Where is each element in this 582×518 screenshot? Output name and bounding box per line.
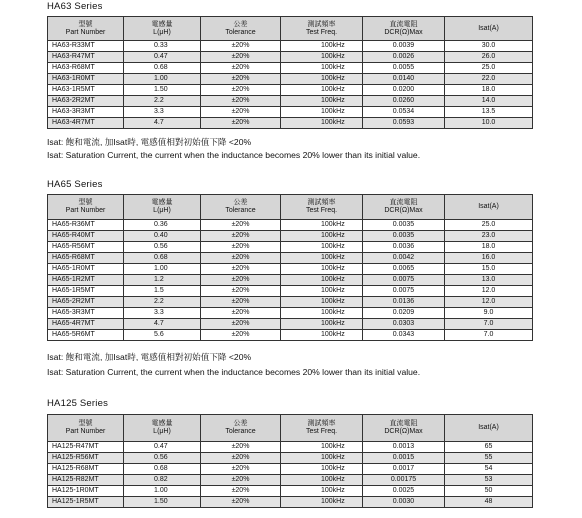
table-cell: 53 (445, 475, 533, 486)
table-cell: 0.0140 (363, 74, 445, 85)
table-cell: 15.0 (445, 264, 533, 275)
table-cell: ±20% (201, 497, 281, 508)
table-cell: ±20% (201, 96, 281, 107)
table-cell: 14.0 (445, 96, 533, 107)
table-cell: HA125-R82MT (48, 475, 124, 486)
table-cell: 100kHz (281, 464, 363, 475)
header-tolerance: 公差 Tolerance (201, 415, 281, 442)
table-body (48, 442, 533, 508)
table-cell: 0.68 (124, 63, 201, 74)
table-cell: 0.0075 (363, 286, 445, 297)
table-cell: 0.0055 (363, 63, 445, 74)
table-cell: 100kHz (281, 442, 363, 453)
table-cell: 0.0013 (363, 442, 445, 453)
table-cell: 54 (445, 464, 533, 475)
table-row (48, 220, 533, 231)
table-cell: HA65-5R6MT (48, 330, 124, 341)
table-cell: HA65-R40MT (48, 231, 124, 242)
table-cell: 100kHz (281, 220, 363, 231)
table-row (48, 464, 533, 475)
table-cell: 22.0 (445, 74, 533, 85)
header-tolerance: 公差 Tolerance (201, 195, 281, 220)
header-inductance: 電感量 L(μH) (124, 415, 201, 442)
table-cell: HA63-R68MT (48, 63, 124, 74)
table-cell: 100kHz (281, 253, 363, 264)
table-cell: 0.0017 (363, 464, 445, 475)
table-cell: 0.33 (124, 41, 201, 52)
table-cell: 9.0 (445, 308, 533, 319)
table-cell: 0.0030 (363, 497, 445, 508)
table-cell: 1.00 (124, 264, 201, 275)
table-row (48, 475, 533, 486)
isat-note-cn: Isat: 飽和電流, 加Isat時, 電感值相對初始值下降 <20% (47, 352, 252, 362)
header-dcr: 直流電阻 DCR(Ω)Max (363, 415, 445, 442)
table-cell: HA125-R56MT (48, 453, 124, 464)
table-cell: ±20% (201, 231, 281, 242)
table-cell: ±20% (201, 264, 281, 275)
header-part-number: 型號 Part Number (48, 17, 124, 41)
table-cell: ±20% (201, 453, 281, 464)
table-cell: ±20% (201, 118, 281, 129)
table-cell: 1.00 (124, 74, 201, 85)
table-cell: 100kHz (281, 231, 363, 242)
table-cell: 7.0 (445, 330, 533, 341)
table-cell: 4.7 (124, 319, 201, 330)
table-cell: ±20% (201, 286, 281, 297)
table-cell: 0.56 (124, 453, 201, 464)
table-cell: 48 (445, 497, 533, 508)
table-cell: HA63-4R7MT (48, 118, 124, 129)
table-cell: 0.82 (124, 475, 201, 486)
table-row (48, 96, 533, 107)
table-cell: ±20% (201, 308, 281, 319)
table-cell: 12.0 (445, 286, 533, 297)
table-cell: ±20% (201, 464, 281, 475)
table-cell: ±20% (201, 52, 281, 63)
table-cell: 13.0 (445, 275, 533, 286)
table-cell: 1.50 (124, 85, 201, 96)
table-cell: 100kHz (281, 308, 363, 319)
table-cell: 0.0035 (363, 220, 445, 231)
table-cell: 5.6 (124, 330, 201, 341)
table-row (48, 497, 533, 508)
table-cell: HA65-4R7MT (48, 319, 124, 330)
header-test-freq: 測試頻率 Test Freq. (281, 195, 363, 220)
table-cell: HA65-1R0MT (48, 264, 124, 275)
table-cell: 13.5 (445, 107, 533, 118)
table-cell: HA65-1R5MT (48, 286, 124, 297)
table-cell: 50 (445, 486, 533, 497)
table-cell: ±20% (201, 107, 281, 118)
table-cell: 0.0035 (363, 231, 445, 242)
table-cell: 1.2 (124, 275, 201, 286)
table-row (48, 453, 533, 464)
table-cell: 0.0534 (363, 107, 445, 118)
table-cell: 0.0075 (363, 275, 445, 286)
table-cell: HA63-R47MT (48, 52, 124, 63)
table-cell: 0.0303 (363, 319, 445, 330)
table-row (48, 63, 533, 74)
table-cell: ±20% (201, 253, 281, 264)
table-row (48, 85, 533, 96)
table-row (48, 486, 533, 497)
header-test-freq: 測試頻率 Test Freq. (281, 415, 363, 442)
spec-table (47, 194, 533, 341)
table-row (48, 297, 533, 308)
table-cell: 0.0025 (363, 486, 445, 497)
header-part-number: 型號 Part Number (48, 195, 124, 220)
spec-table (47, 16, 533, 129)
table-row (48, 253, 533, 264)
table-cell: HA63-3R3MT (48, 107, 124, 118)
table-cell: 0.68 (124, 253, 201, 264)
table-cell: 100kHz (281, 52, 363, 63)
table-cell: 100kHz (281, 96, 363, 107)
table-cell: 100kHz (281, 118, 363, 129)
table-cell: 100kHz (281, 242, 363, 253)
table-row (48, 275, 533, 286)
table-cell: 25.0 (445, 220, 533, 231)
table-cell: 100kHz (281, 41, 363, 52)
table-cell: 0.0593 (363, 118, 445, 129)
table-cell: ±20% (201, 475, 281, 486)
section-title: HA65 Series (47, 179, 103, 190)
table-cell: 0.40 (124, 231, 201, 242)
table-cell: 0.56 (124, 242, 201, 253)
table-cell: 2.2 (124, 96, 201, 107)
table-cell: ±20% (201, 319, 281, 330)
table-cell: ±20% (201, 297, 281, 308)
table-cell: 100kHz (281, 275, 363, 286)
table-cell: 1.5 (124, 286, 201, 297)
table-row (48, 231, 533, 242)
table-cell: 55 (445, 453, 533, 464)
table-cell: ±20% (201, 220, 281, 231)
table-cell: ±20% (201, 330, 281, 341)
table-row (48, 52, 533, 63)
table-cell: 0.0026 (363, 52, 445, 63)
table-cell: ±20% (201, 442, 281, 453)
header-dcr: 直流電阻 DCR(Ω)Max (363, 17, 445, 41)
table-row (48, 442, 533, 453)
table-cell: 25.0 (445, 63, 533, 74)
table-cell: 0.0200 (363, 85, 445, 96)
header-isat: Isat(A) (445, 17, 533, 41)
header-tolerance: 公差 Tolerance (201, 17, 281, 41)
table-cell: 100kHz (281, 107, 363, 118)
table-cell: HA125-1R0MT (48, 486, 124, 497)
header-test-freq: 測試頻率 Test Freq. (281, 17, 363, 41)
table-cell: 10.0 (445, 118, 533, 129)
table-cell: 100kHz (281, 475, 363, 486)
table-cell: 0.0015 (363, 453, 445, 464)
table-body (48, 41, 533, 129)
table-row (48, 107, 533, 118)
section-title: HA63 Series (47, 1, 103, 12)
section-title: HA125 Series (47, 398, 109, 409)
table-cell: HA63-2R2MT (48, 96, 124, 107)
table-row (48, 74, 533, 85)
table-row (48, 286, 533, 297)
table-cell: 0.0260 (363, 96, 445, 107)
table-cell: HA125-1R5MT (48, 497, 124, 508)
table-cell: 100kHz (281, 486, 363, 497)
header-part-number: 型號 Part Number (48, 415, 124, 442)
table-cell: 100kHz (281, 63, 363, 74)
table-cell: ±20% (201, 275, 281, 286)
table-cell: 16.0 (445, 253, 533, 264)
table-cell: 0.0039 (363, 41, 445, 52)
table-cell: HA65-2R2MT (48, 297, 124, 308)
table-cell: HA63-1R5MT (48, 85, 124, 96)
table-cell: 0.0036 (363, 242, 445, 253)
table-cell: 0.47 (124, 52, 201, 63)
table-cell: 100kHz (281, 319, 363, 330)
table-cell: 23.0 (445, 231, 533, 242)
table-cell: 4.7 (124, 118, 201, 129)
table-cell: 100kHz (281, 264, 363, 275)
table-row (48, 41, 533, 52)
table-cell: 65 (445, 442, 533, 453)
table-cell: 100kHz (281, 286, 363, 297)
header-inductance: 電感量 L(μH) (124, 195, 201, 220)
header-isat: Isat(A) (445, 195, 533, 220)
table-cell: HA63-1R0MT (48, 74, 124, 85)
table-cell: 3.3 (124, 107, 201, 118)
table-cell: 0.0042 (363, 253, 445, 264)
table-cell: 100kHz (281, 85, 363, 96)
table-cell: 100kHz (281, 330, 363, 341)
table-cell: 30.0 (445, 41, 533, 52)
table-cell: HA65-R68MT (48, 253, 124, 264)
table-row (48, 330, 533, 341)
header-inductance: 電感量 L(μH) (124, 17, 201, 41)
header-isat: Isat(A) (445, 415, 533, 442)
table-cell: ±20% (201, 242, 281, 253)
table-cell: 0.36 (124, 220, 201, 231)
table-cell: HA65-R36MT (48, 220, 124, 231)
table-row (48, 308, 533, 319)
table-cell: 0.0209 (363, 308, 445, 319)
table-cell: ±20% (201, 41, 281, 52)
table-cell: HA65-3R3MT (48, 308, 124, 319)
table-row (48, 319, 533, 330)
table-cell: HA63-R33MT (48, 41, 124, 52)
table-cell: 18.0 (445, 242, 533, 253)
isat-note-en: Isat: Saturation Current, the current when the inductance becomes 20% lower than its initial value. (47, 367, 421, 377)
table-cell: ±20% (201, 74, 281, 85)
table-cell: 100kHz (281, 453, 363, 464)
isat-note-cn: Isat: 飽和電流, 加Isat時, 電感值相對初始值下降 <20% (47, 137, 252, 147)
table-cell: 18.0 (445, 85, 533, 96)
table-cell: 2.2 (124, 297, 201, 308)
table-cell: 0.47 (124, 442, 201, 453)
header-dcr: 直流電阻 DCR(Ω)Max (363, 195, 445, 220)
table-cell: HA125-R47MT (48, 442, 124, 453)
table-cell: 100kHz (281, 74, 363, 85)
table-cell: ±20% (201, 85, 281, 96)
table-cell: 0.00175 (363, 475, 445, 486)
table-cell: 0.68 (124, 464, 201, 475)
table-cell: ±20% (201, 486, 281, 497)
table-cell: 1.50 (124, 497, 201, 508)
table-cell: 100kHz (281, 297, 363, 308)
table-row (48, 264, 533, 275)
table-cell: ±20% (201, 63, 281, 74)
table-body (48, 220, 533, 341)
table-cell: HA65-1R2MT (48, 275, 124, 286)
isat-note-en: Isat: Saturation Current, the current when the inductance becomes 20% lower than its initial value. (47, 150, 421, 160)
table-cell: 0.0343 (363, 330, 445, 341)
table-cell: 1.00 (124, 486, 201, 497)
table-cell: HA125-R68MT (48, 464, 124, 475)
table-cell: 100kHz (281, 497, 363, 508)
table-cell: 3.3 (124, 308, 201, 319)
table-cell: 12.0 (445, 297, 533, 308)
table-cell: 7.0 (445, 319, 533, 330)
table-cell: 0.0136 (363, 297, 445, 308)
table-row (48, 242, 533, 253)
spec-table (47, 414, 533, 508)
table-cell: 0.0065 (363, 264, 445, 275)
table-cell: 26.0 (445, 52, 533, 63)
table-row (48, 118, 533, 129)
table-cell: HA65-R56MT (48, 242, 124, 253)
